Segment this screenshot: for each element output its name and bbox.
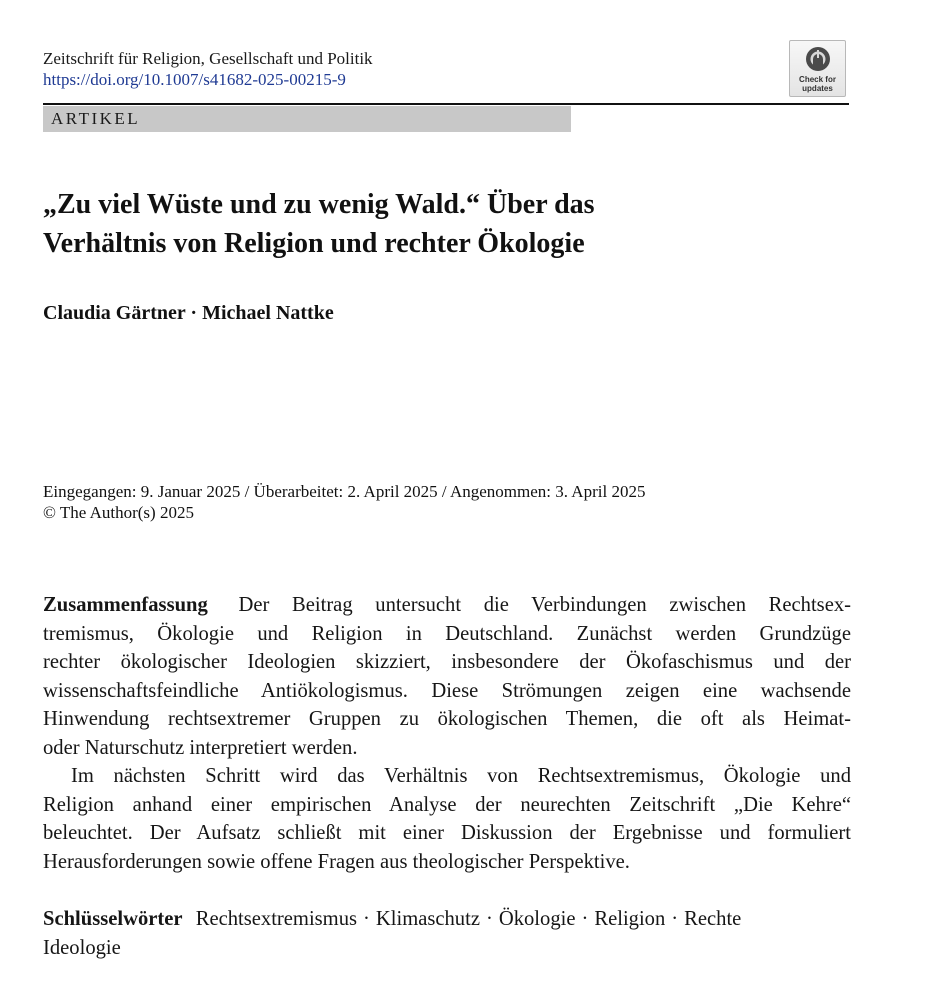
journal-name: Zeitschrift für Religion, Gesellschaft und Politik [43,49,373,68]
copyright: © The Author(s) 2025 [43,503,194,522]
abstract-line: oder Naturschutz interpretiert werden. [43,736,358,759]
keyword: Rechtsextremismus [195,908,358,930]
title-line-1: „Zu viel Wüste und zu wenig Wald.“ Über das [43,189,595,220]
abstract [43,591,851,876]
abstract-line: rechter ökologischer Ideologien skizziert, insbesondere der Ökofaschismus und der [43,651,851,673]
keyword: Religion [594,908,666,930]
doi-link[interactable]: https://doi.org/10.1007/s41682-025-00215-9 [43,70,346,89]
authors: Claudia Gärtner · Michael Nattke [43,302,334,324]
keywords-label: Schlüsselwörter [43,908,183,930]
article-dates: Eingegangen: 9. Januar 2025 / Überarbeitet: 2. April 2025 / Angenommen: 3. April 2025 [43,482,646,501]
header-rule [43,103,849,105]
keyword-separator: · [485,908,493,930]
keyword: Rechte [684,908,742,930]
abstract-line: Im nächsten Schritt wird das Verhältnis von Rechtsextremismus, Ökologie und [71,765,851,787]
keywords-line [43,934,851,963]
abstract-line: Herausforderungen sowie offene Fragen aus theologischer Perspektive. [43,850,630,873]
abstract-line: tremismus, Ökologie und Religion in Deutschland. Zunächst werden Grundzüge [43,622,851,645]
check-for-updates-button[interactable] [789,40,846,97]
check-for-updates-label: Check for updates [799,75,836,93]
abstract-line: beleuchtet. Der Aufsatz schließt mit einer Diskussion der Ergebnisse und formuliert [43,822,851,844]
abstract-line: Religion anhand einer empirischen Analyse der neurechten Zeitschrift „Die Kehre“ [43,793,851,816]
keyword: Ideologie [43,936,121,959]
abstract-line: Hinwendung rechtsextremer Gruppen zu ökologischen Themen, die oft als Heimat- [43,708,851,730]
abstract-line [43,591,851,620]
section-label: ARTIKEL [51,109,141,128]
keyword: Ökologie [498,908,576,930]
article-title [43,185,763,263]
keyword-separator: · [671,908,679,930]
keywords-line [43,905,851,934]
keyword-separator: · [363,908,370,930]
abstract-text: Der Beitrag untersucht die Verbindungen zwischen Rechtsex- [238,594,851,616]
keywords [43,905,851,962]
section-bar [43,106,571,132]
title-line-2: Verhältnis von Religion und rechter Ökologie [43,228,585,259]
check-for-updates-icon [804,45,832,73]
abstract-label: Zusammenfassung [43,594,208,616]
abstract-line: wissenschaftsfeindliche Antiökologismus. Diese Strömungen zeigen eine wachsende [43,679,851,702]
keyword-separator: · [581,908,589,930]
keyword: Klimaschutz [375,908,480,930]
